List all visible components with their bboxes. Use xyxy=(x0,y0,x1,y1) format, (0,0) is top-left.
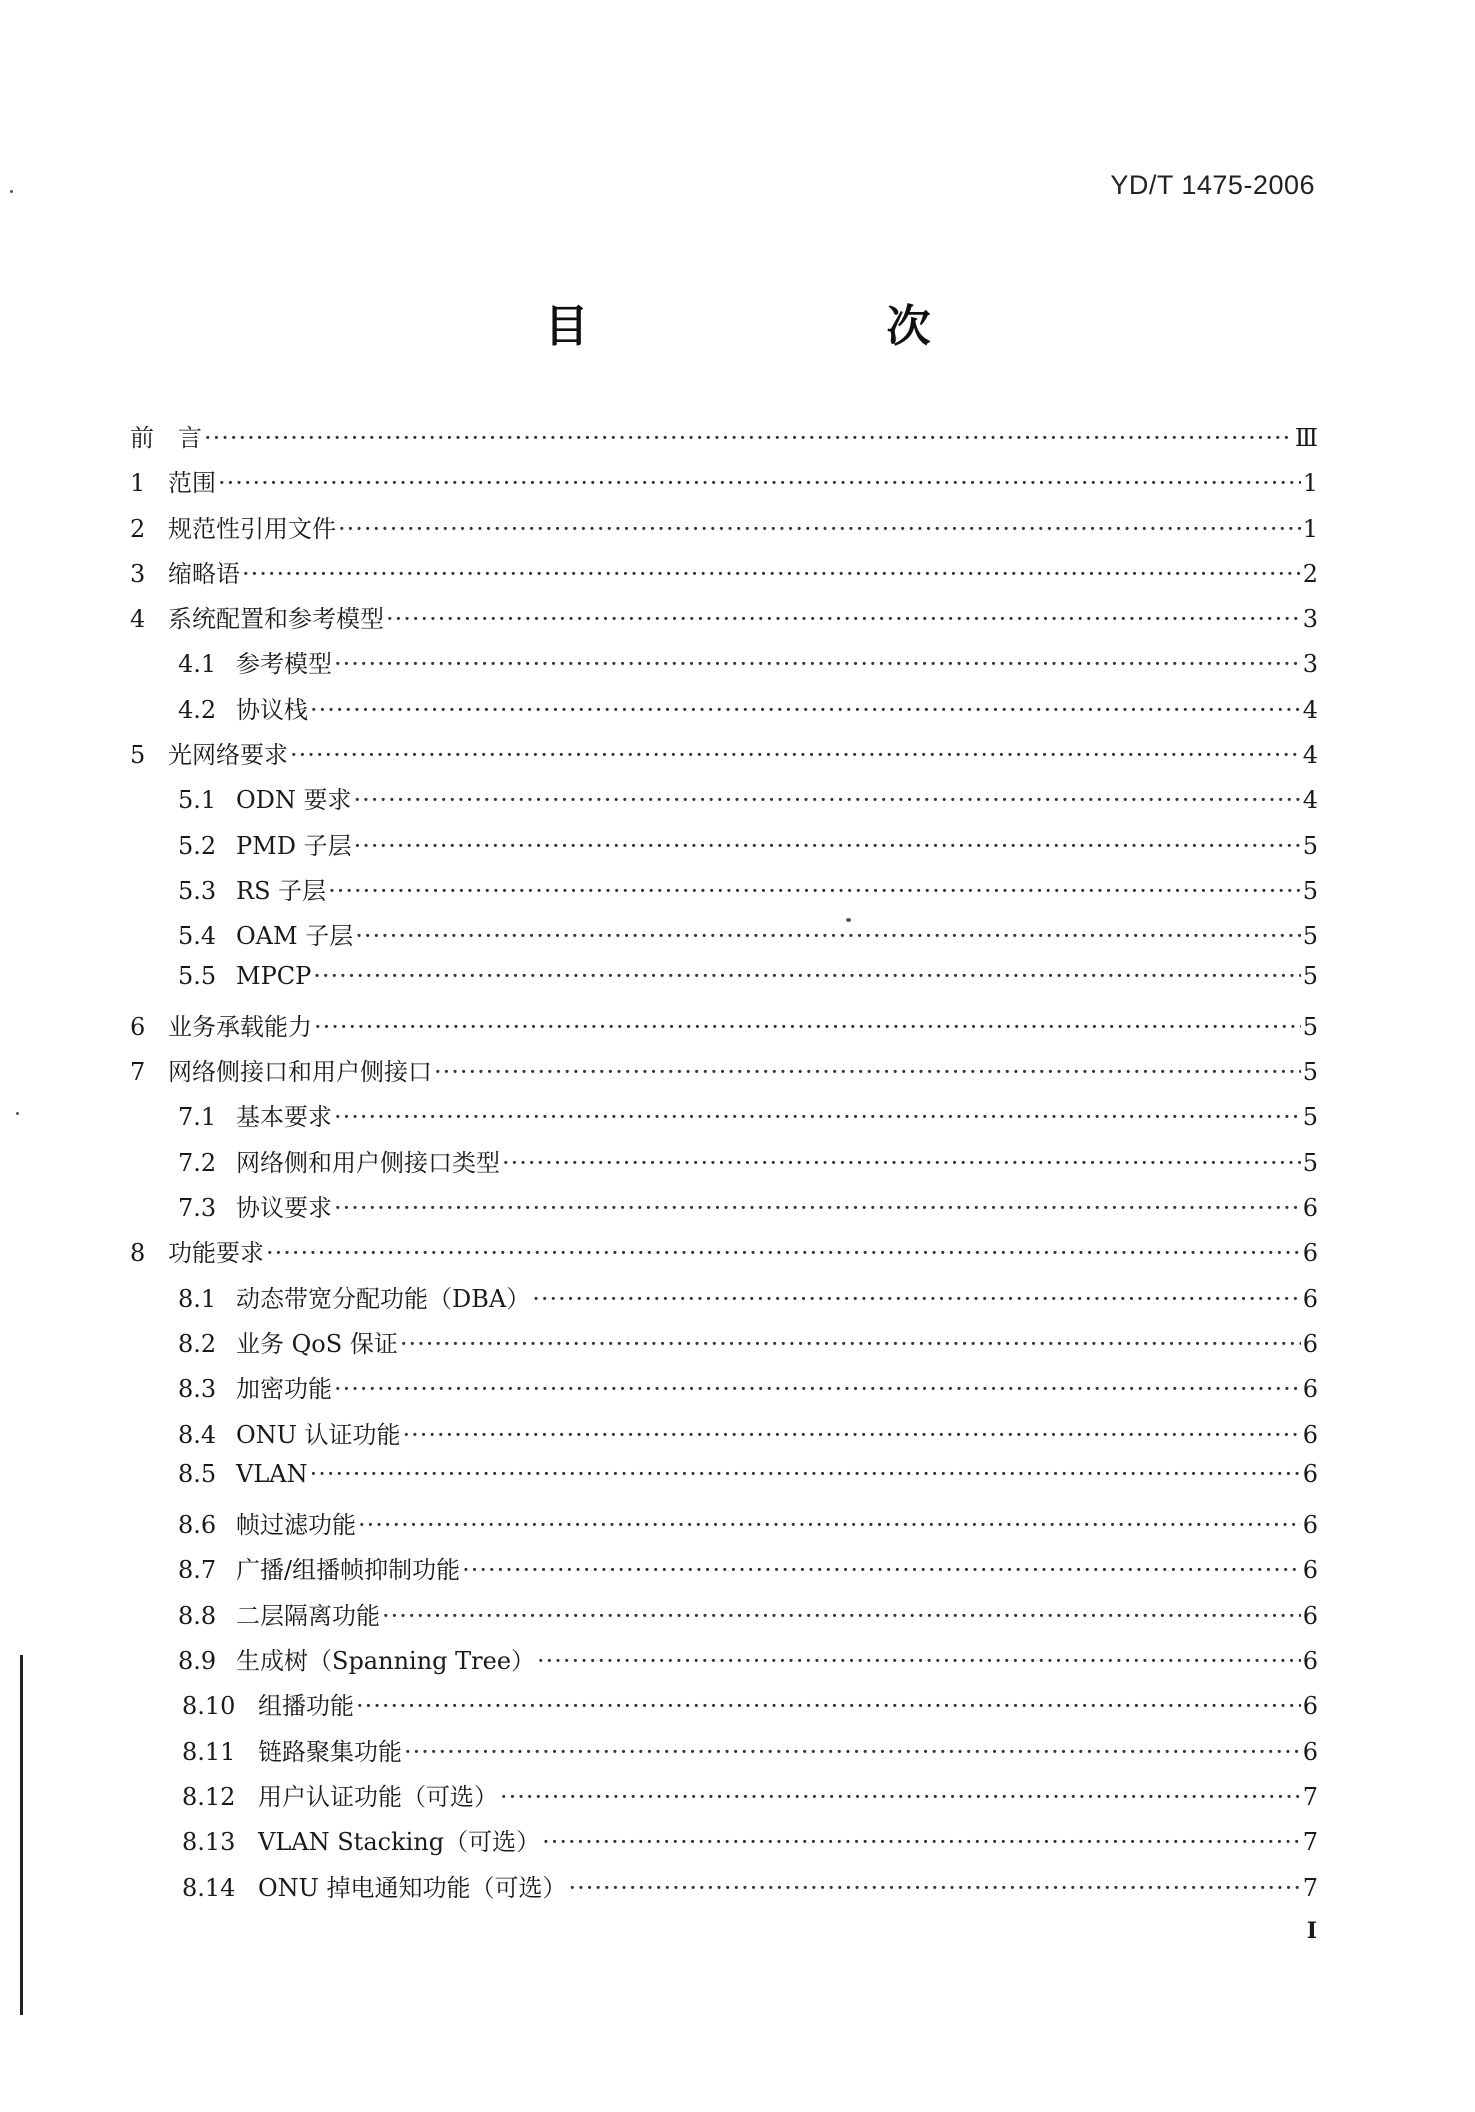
toc-entry-page: 3 xyxy=(1302,605,1318,634)
toc-entry xyxy=(130,1097,1318,1142)
toc-entry-label: 参考模型 xyxy=(236,650,332,679)
toc-entry-label: 帧过滤功能 xyxy=(236,1511,356,1540)
toc-dot-leader xyxy=(334,1194,1301,1222)
toc-dot-leader xyxy=(310,1460,1301,1488)
toc-entry xyxy=(130,1868,1318,1913)
toc-dot-leader xyxy=(537,1647,1301,1675)
toc-dot-leader xyxy=(334,650,1301,678)
toc-entry-label: 网络侧接口和用户侧接口 xyxy=(168,1058,432,1087)
toc-entry-page: 1 xyxy=(1302,514,1318,543)
toc-dot-leader xyxy=(400,1330,1301,1358)
toc-entry xyxy=(130,962,1318,1007)
toc-dot-leader xyxy=(310,696,1301,724)
toc-entry-page: 6 xyxy=(1302,1284,1318,1313)
toc-entry-label: VLAN Stacking（可选） xyxy=(258,1828,541,1857)
toc-dot-leader xyxy=(290,741,1301,769)
toc-entry-page: 5 xyxy=(1302,1148,1318,1177)
toc-entry-number: 7 xyxy=(130,1058,146,1087)
toc-dot-leader xyxy=(242,560,1301,588)
toc-entry-label: 广播/组播帧抑制功能 xyxy=(236,1556,461,1585)
toc-entry xyxy=(130,1732,1318,1777)
toc-entry-page: 6 xyxy=(1302,1556,1318,1585)
toc-entry xyxy=(130,1279,1318,1324)
toc-entry xyxy=(130,418,1318,463)
toc-dot-leader xyxy=(313,962,1300,990)
toc-entry xyxy=(130,644,1318,689)
toc-dot-leader xyxy=(328,877,1301,905)
toc-entry xyxy=(130,599,1318,644)
toc-entry-label: 用户认证功能（可选） xyxy=(258,1782,498,1811)
toc-entry-page: 5 xyxy=(1302,1103,1318,1132)
toc-entry-page: 6 xyxy=(1302,1239,1318,1268)
toc-entry xyxy=(130,1641,1318,1686)
toc-entry xyxy=(130,735,1318,780)
toc-entry-label: 二层隔离功能 xyxy=(236,1601,380,1630)
toc-entry-page: 5 xyxy=(1302,876,1318,905)
toc-entry-page: 6 xyxy=(1302,1459,1318,1488)
toc-entry-page: 1 xyxy=(1302,469,1318,498)
toc-entry-page: 7 xyxy=(1302,1873,1318,1902)
toc-entry xyxy=(130,554,1318,599)
toc-entry-number: 8.6 xyxy=(178,1511,217,1540)
toc-entry-label: 系统配置和参考模型 xyxy=(168,605,384,634)
toc-dot-leader xyxy=(218,469,1301,497)
toc-entry-label: 生成树（Spanning Tree） xyxy=(236,1647,536,1676)
toc-entry-number: 8.13 xyxy=(182,1828,236,1857)
toc-entry-label: VLAN xyxy=(236,1459,308,1488)
toc-entry-label: 加密功能 xyxy=(236,1375,332,1404)
toc-entry xyxy=(130,826,1318,871)
toc-dot-leader xyxy=(404,1738,1301,1766)
scan-speck xyxy=(846,918,851,922)
toc-dot-leader xyxy=(334,1375,1301,1403)
toc-entry xyxy=(130,1596,1318,1641)
toc-entry-number: 4.1 xyxy=(178,650,217,679)
toc-entry-page: 5 xyxy=(1302,1012,1318,1041)
toc-entry-label: 规范性引用文件 xyxy=(168,514,336,543)
toc-entry-page: 5 xyxy=(1302,961,1318,990)
toc-entry xyxy=(130,1233,1318,1278)
toc-entry xyxy=(130,1369,1318,1414)
toc-entry-number: 5 xyxy=(130,741,146,770)
toc-entry-number: 6 xyxy=(130,1012,146,1041)
toc-entry-page: 6 xyxy=(1302,1647,1318,1676)
toc-entry-number: 8.3 xyxy=(178,1375,217,1404)
toc-entry-page: 6 xyxy=(1302,1601,1318,1630)
toc-entry-label: 协议栈 xyxy=(236,695,308,724)
toc-dot-leader xyxy=(358,1511,1301,1539)
toc-dot-leader xyxy=(334,1103,1301,1131)
toc-entry-number: 8.8 xyxy=(178,1601,217,1630)
scan-speck xyxy=(10,190,13,193)
toc-entry-number: 7.3 xyxy=(178,1194,217,1223)
toc-entry-page: 5 xyxy=(1302,831,1318,860)
toc-entry xyxy=(130,1324,1318,1369)
toc-entry-number: 1 xyxy=(130,469,146,498)
toc-entry-label: 组播功能 xyxy=(258,1692,354,1721)
toc-entry-number: 8.11 xyxy=(182,1737,236,1766)
toc-entry-label: 光网络要求 xyxy=(168,741,288,770)
toc-dot-leader xyxy=(354,786,1301,814)
scan-edge-mark xyxy=(20,1655,23,2015)
toc-entry-label: RS 子层 xyxy=(236,876,327,905)
toc-entry-number: 8.4 xyxy=(178,1420,217,1449)
toc-entry xyxy=(130,1686,1318,1731)
toc-dot-leader xyxy=(382,1602,1301,1630)
toc-entry xyxy=(130,780,1318,825)
toc-entry-label: 协议要求 xyxy=(236,1194,332,1223)
toc-dot-leader xyxy=(204,424,1293,452)
toc-entry xyxy=(130,1550,1318,1595)
toc-entry-label: 缩略语 xyxy=(168,559,240,588)
toc-entry xyxy=(130,871,1318,916)
scan-speck xyxy=(16,1112,19,1115)
toc-entry-label: 业务承载能力 xyxy=(168,1012,312,1041)
toc-entry-page: 6 xyxy=(1302,1194,1318,1223)
toc-entry-page: 6 xyxy=(1302,1511,1318,1540)
toc-entry xyxy=(130,1143,1318,1188)
toc-dot-leader xyxy=(266,1239,1301,1267)
toc-entry xyxy=(130,1415,1318,1460)
toc-entry xyxy=(130,1777,1318,1822)
toc-entry xyxy=(130,690,1318,735)
page-title: 目 次 xyxy=(544,301,1001,352)
toc-dot-leader xyxy=(500,1783,1301,1811)
toc-dot-leader xyxy=(532,1285,1301,1313)
toc-entry-number: 8.5 xyxy=(178,1459,217,1488)
toc-entry-number: 8.14 xyxy=(182,1873,236,1902)
toc-dot-leader xyxy=(434,1058,1301,1086)
toc-entry-number: 8.12 xyxy=(182,1782,236,1811)
toc-entry-page: 4 xyxy=(1302,695,1318,724)
toc-entry-page: 6 xyxy=(1302,1420,1318,1449)
toc-dot-leader xyxy=(314,1013,1301,1041)
toc-entry-page: 7 xyxy=(1302,1782,1318,1811)
toc-entry-page: 6 xyxy=(1302,1692,1318,1721)
toc-entry-label: 业务 QoS 保证 xyxy=(236,1329,398,1358)
toc-entry-number: 8.1 xyxy=(178,1284,217,1313)
toc-entry-page: 6 xyxy=(1302,1329,1318,1358)
toc-entry xyxy=(130,916,1318,961)
toc-dot-leader xyxy=(502,1149,1301,1177)
toc-entry-page: 6 xyxy=(1302,1737,1318,1766)
toc-dot-leader xyxy=(542,1828,1301,1856)
toc-entry-number: 5.3 xyxy=(178,876,217,905)
toc-dot-leader xyxy=(462,1556,1301,1584)
toc-entry-label: ONU 掉电通知功能（可选） xyxy=(258,1873,567,1902)
toc-entry-number: 8 xyxy=(130,1239,146,1268)
toc-entry-page: 5 xyxy=(1302,922,1318,951)
standard-code: YD/T 1475-2006 xyxy=(1110,170,1315,200)
toc-entry-page: 5 xyxy=(1302,1058,1318,1087)
toc-entry-label: 基本要求 xyxy=(236,1103,332,1132)
toc-entry-page: 4 xyxy=(1302,786,1318,815)
toc-entry-label: 前 言 xyxy=(130,424,202,452)
toc-entry-page: 3 xyxy=(1302,650,1318,679)
toc-entry xyxy=(130,509,1318,554)
toc-entry-label: 功能要求 xyxy=(168,1239,264,1268)
toc-dot-leader xyxy=(354,832,1301,860)
toc-entry-label: MPCP xyxy=(236,961,312,990)
toc-dot-leader xyxy=(338,515,1301,543)
toc-entry-number: 7.2 xyxy=(178,1148,217,1177)
toc-entry-number: 8.7 xyxy=(178,1556,217,1585)
toc-entry-page: 6 xyxy=(1302,1375,1318,1404)
toc-dot-leader xyxy=(386,605,1301,633)
toc-entry-number: 2 xyxy=(130,514,146,543)
toc-entry-page: 4 xyxy=(1302,741,1318,770)
toc-entry-number: 5.1 xyxy=(178,786,217,815)
toc-entry-number: 8.2 xyxy=(178,1329,217,1358)
toc-dot-leader xyxy=(355,922,1301,950)
toc-entry-number: 3 xyxy=(130,559,146,588)
toc-entry-number: 5.4 xyxy=(178,922,217,951)
toc-entry-number: 4.2 xyxy=(178,695,217,724)
toc-entry-number: 8.9 xyxy=(178,1647,217,1676)
toc-entry-page: Ⅲ xyxy=(1294,424,1318,452)
toc-dot-leader xyxy=(569,1874,1301,1902)
table-of-contents xyxy=(130,418,1318,1913)
toc-entry xyxy=(130,1188,1318,1233)
toc-entry-label: 范围 xyxy=(168,469,216,498)
toc-entry xyxy=(130,1505,1318,1550)
toc-entry xyxy=(130,1052,1318,1097)
toc-entry-label: ONU 认证功能 xyxy=(236,1420,401,1449)
toc-entry xyxy=(130,1007,1318,1052)
toc-dot-leader xyxy=(403,1421,1301,1449)
toc-entry-label: OAM 子层 xyxy=(236,922,354,951)
toc-entry xyxy=(130,1460,1318,1505)
toc-entry xyxy=(130,463,1318,508)
toc-entry-page: 7 xyxy=(1302,1828,1318,1857)
toc-entry-label: 链路聚集功能 xyxy=(258,1737,402,1766)
toc-entry-number: 5.5 xyxy=(178,961,217,990)
toc-entry-number: 7.1 xyxy=(178,1103,217,1132)
toc-entry-label: 动态带宽分配功能（DBA） xyxy=(236,1284,531,1313)
toc-entry-page: 2 xyxy=(1302,559,1318,588)
toc-entry-label: ODN 要求 xyxy=(236,786,352,815)
toc-dot-leader xyxy=(356,1692,1301,1720)
toc-entry xyxy=(130,1822,1318,1867)
toc-entry-label: PMD 子层 xyxy=(236,831,352,860)
toc-entry-number: 5.2 xyxy=(178,831,217,860)
toc-entry-label: 网络侧和用户侧接口类型 xyxy=(236,1148,500,1177)
page-folio: I xyxy=(1306,1918,1317,1944)
toc-entry-number: 8.10 xyxy=(182,1692,236,1721)
toc-entry-number: 4 xyxy=(130,605,146,634)
